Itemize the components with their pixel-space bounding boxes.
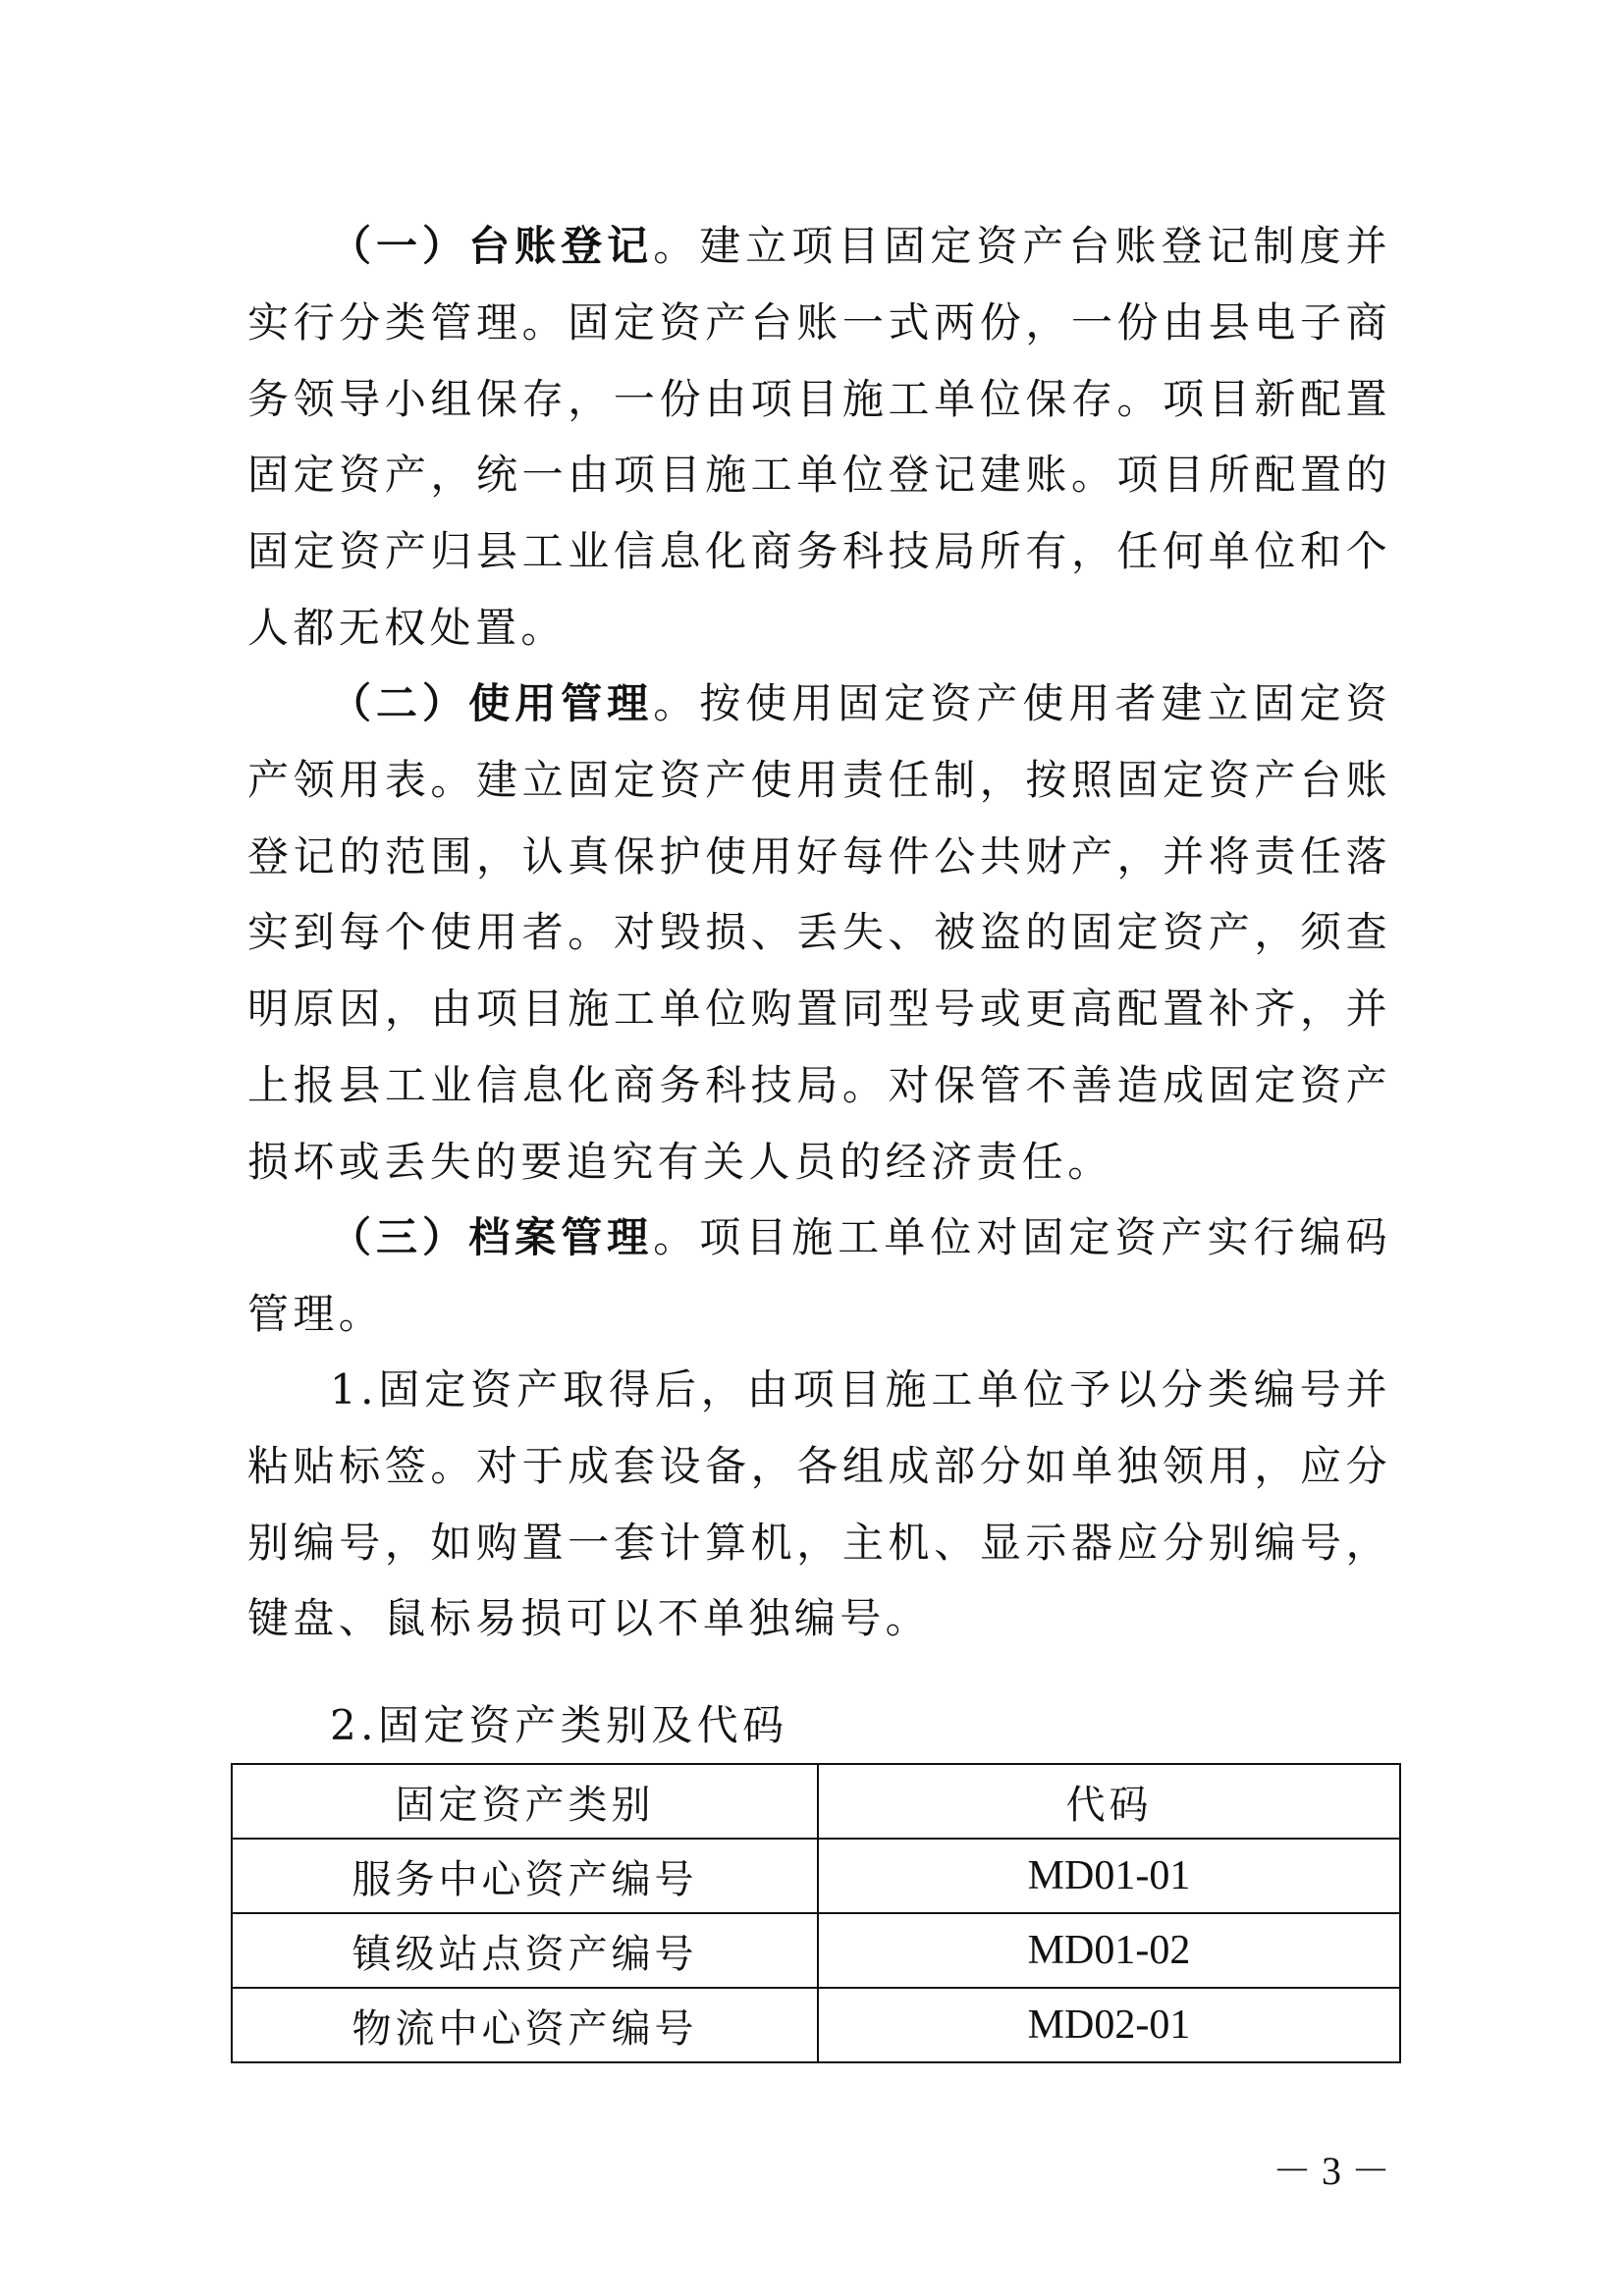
numbered-item-1: 1.固定资产取得后，由项目施工单位予以分类编号并粘贴标签。对于成套设备，各组成部分如单独领用，应分别编号，如购置一套计算机，主机、显示器应分别编号，键盘、鼠标易损可以不单独编号。 (247, 1365, 1391, 1643)
table-row (232, 1839, 1400, 1913)
section-usage-management (247, 666, 1391, 1201)
section-body: 。项目施工单位对固定资产实行编码管理。 (247, 1213, 1391, 1338)
page-number: － 3 － (1272, 2149, 1390, 2193)
section-heading: （三）档案管理 (330, 1213, 654, 1261)
table-row (232, 1913, 1400, 1988)
column-header-code: 代码 (818, 1764, 1400, 1839)
column-header-category: 固定资产类别 (232, 1764, 818, 1839)
code-cell: MD01-01 (818, 1839, 1400, 1913)
section-body: 。建立项目固定资产台账登记制度并实行分类管理。固定资产台账一式两份，一份由县电子商务领导小组保存，一份由项目施工单位保存。项目新配置固定资产，统一由项目施工单位登记建账。项目所配置的固定资产归县工业信息化商务科技局所有，任何单位和个人都无权处置。 (247, 222, 1391, 652)
code-cell: MD02-01 (818, 1988, 1400, 2062)
code-cell: MD01-02 (818, 1913, 1400, 1988)
asset-code-table (231, 1763, 1401, 2063)
category-cell: 服务中心资产编号 (232, 1839, 818, 1913)
table-caption: 2.固定资产类别及代码 (330, 1701, 788, 1749)
table-header-row (232, 1764, 1400, 1839)
section-archive-management (247, 1200, 1391, 1353)
category-cell: 物流中心资产编号 (232, 1988, 818, 2062)
section-heading: （一）台账登记 (330, 222, 654, 270)
category-cell: 镇级站点资产编号 (232, 1913, 818, 1988)
section-ledger-registration (247, 208, 1391, 667)
table-row (232, 1988, 1400, 2062)
section-heading: （二）使用管理 (330, 679, 654, 727)
section-body: 。按使用固定资产使用者建立固定资产领用表。建立固定资产使用责任制，按照固定资产台账登记的范围，认真保护使用好每件公共财产，并将责任落实到每个使用者。对毁损、丢失、被盗的固定资产，须查明原因，由项目施工单位购置同型号或更高配置补齐，并上报县工业信息化商务科技局。对保管不善造成固定资产损坏或丢失的要追究有关人员的经济责任。 (247, 679, 1391, 1186)
